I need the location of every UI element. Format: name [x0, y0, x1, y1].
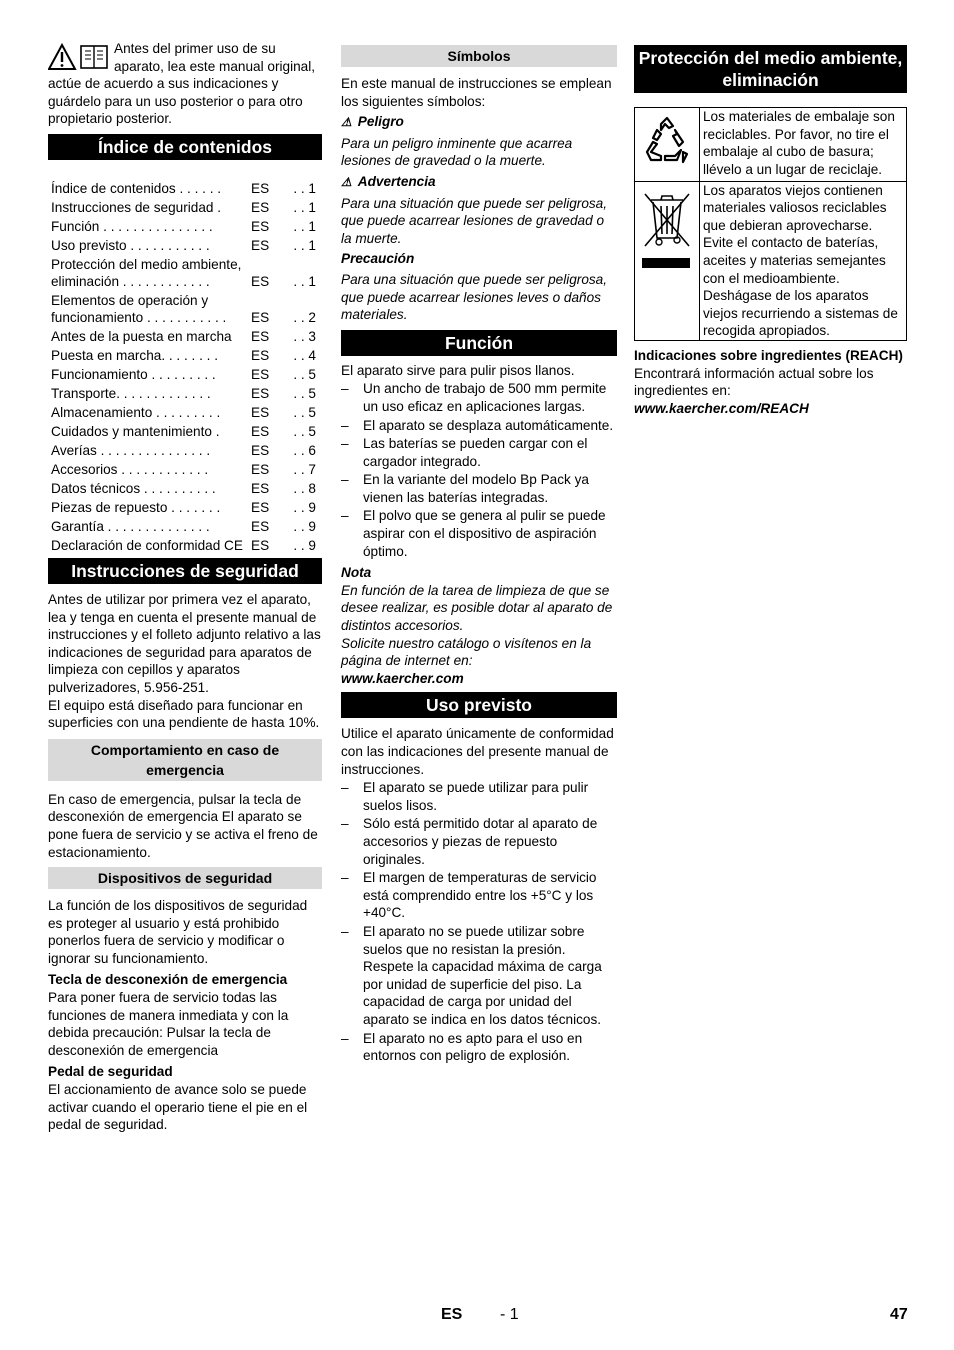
toc-entry-page: . . 5 [293, 385, 316, 401]
intended-use-heading: Uso previsto [341, 692, 617, 718]
toc-entry-page: . . 1 [293, 218, 316, 234]
pedal-text: El accionamiento de avance solo se puede activar cuando el operario tiene el pie en el pedal de seguridad. [48, 1082, 308, 1133]
emergency-heading: Comportamiento en caso de emergencia [48, 739, 322, 781]
column-right [634, 45, 907, 417]
column-left [48, 40, 322, 1134]
toc-entry-page: . . 5 [293, 366, 316, 382]
toc-entry-page: . . 6 [293, 442, 316, 458]
toc-entry-lang: ES [251, 237, 270, 253]
toc-entry-lang: ES [251, 499, 270, 515]
toc-entry-label: Elementos de operación y funcionamiento . . . . . . . . . . . [51, 292, 227, 325]
warning-label: ⚠ Advertencia [341, 173, 436, 189]
safety-paragraph-2: El equipo está diseñado para funcionar en superficies con una pendiente de hasta 10%. [48, 697, 320, 731]
list-item: – El aparato se puede utilizar para pulir suelos lisos. [341, 779, 617, 814]
note-text-1: En función de la tarea de limpieza de que se desee realizar, es posible dotar al aparato de distintos accesorios. [341, 582, 613, 634]
toc-entry-page: . . 7 [293, 461, 316, 477]
toc-entry-lang: ES [251, 537, 270, 553]
function-intro: El aparato sirve para pulir pisos llanos. [341, 362, 575, 378]
toc-row[interactable] [48, 328, 322, 347]
toc-entry-lang: ES [251, 199, 270, 215]
weee-icon-cell [635, 181, 700, 340]
toc-entry-page: . . 9 [293, 537, 316, 553]
warning-text: Para una situación que puede ser peligrosa, que puede acarrear lesiones de gravedad o la muerte. [341, 195, 608, 246]
toc-entry-page: . . 3 [293, 328, 316, 344]
symbols-heading: Símbolos [341, 45, 617, 67]
toc-row[interactable] [48, 461, 322, 480]
toc-row[interactable] [48, 442, 322, 461]
toc-entry-label: Almacenamiento . . . . . . . . . [51, 404, 221, 420]
safety-heading: Instrucciones de seguridad [48, 558, 322, 584]
toc-row[interactable] [48, 423, 322, 442]
toc-entry-lang: ES [251, 518, 270, 534]
caution-text: Para una situación que puede ser peligrosa, que puede acarrear lesiones leves o daños materiales. [341, 271, 608, 323]
toc-entry-label: Averías . . . . . . . . . . . . . . . [51, 442, 211, 458]
estop-text: Para poner fuera de servicio todas las funciones de manera inmediata y con la debida precaución: Pulsar la tecla de desconexión de emergencia [48, 990, 289, 1058]
toc-entry-label: Puesta en marcha. . . . . . . . [51, 347, 218, 363]
environment-heading: Protección del medio ambiente, eliminación [634, 45, 907, 93]
footer-page-number: 47 [890, 1306, 908, 1323]
intended-use-list [341, 779, 617, 1065]
toc-entry-page: . . 1 [293, 199, 316, 215]
intro-text: Antes del primer uso de su aparato, lea este manual original, actúe de acuerdo a sus indicaciones y guárdelo para un uso posterior o para otro propietario posterior. [48, 41, 316, 127]
function-list [341, 380, 617, 560]
toc-row[interactable] [48, 347, 322, 366]
list-item: – El aparato se desplaza automáticamente. [341, 417, 617, 435]
toc-entry-page: . . 5 [293, 404, 316, 420]
warning-triangle-icon: ⚠ [341, 115, 352, 130]
list-item: – Las baterías se pueden cargar con el cargador integrado. [341, 435, 617, 470]
list-item: – El aparato no se puede utilizar sobre suelos que no resistan la presión. Respete la capacidad máxima de carga por unidad de superficie del piso. La capacidad de carga por unidad del aparato se indica en los datos técnicos. [341, 923, 617, 1029]
toc-entry-lang: ES [251, 180, 270, 196]
toc-entry-lang: ES [251, 385, 270, 401]
toc-entry-label: Garantía . . . . . . . . . . . . . . [51, 518, 210, 534]
toc-entry-label: Protección del medio ambiente, eliminación . . . . . . . . . . . . [51, 256, 242, 289]
toc-entry-lang: ES [251, 480, 270, 496]
pedal-heading: Pedal de seguridad [48, 1064, 173, 1080]
intro-block [48, 40, 322, 128]
toc-entry-lang: ES [251, 218, 270, 234]
devices-heading: Dispositivos de seguridad [48, 867, 322, 889]
estop-heading: Tecla de desconexión de emergencia [48, 972, 288, 988]
toc-entry-label: Declaración de conformidad CE [51, 537, 243, 553]
crossed-bin-icon [639, 186, 695, 274]
toc-row[interactable] [48, 199, 322, 218]
toc-row[interactable] [48, 385, 322, 404]
toc-entry-lang: ES [251, 328, 270, 344]
recycle-icon [639, 112, 695, 172]
toc-row[interactable] [48, 480, 322, 499]
toc-entry-label: Accesorios . . . . . . . . . . . . [51, 461, 209, 477]
toc-entry-label: Uso previsto . . . . . . . . . . . [51, 237, 210, 253]
toc-entry-lang: ES [251, 423, 270, 439]
toc-entry-page: . . 2 [293, 309, 316, 325]
column-middle [341, 45, 617, 1065]
list-item: – El polvo que se genera al pulir se puede aspirar con el dispositivo de aspiración óptimo. [341, 507, 617, 560]
symbols-intro: En este manual de instrucciones se emplean los siguientes símbolos: [341, 76, 612, 109]
danger-label: ⚠ Peligro [341, 114, 404, 130]
toc-entry-lang: ES [251, 347, 270, 363]
recycle-text: Los materiales de embalaje son reciclables. Por favor, no tire el embalaje al cubo de basura; llévelo a un lugar de reciclaje. [700, 108, 907, 182]
toc-row[interactable] [48, 218, 322, 237]
toc-entry-page: . . 8 [293, 480, 316, 496]
toc-row[interactable] [48, 256, 322, 292]
emergency-text: En caso de emergencia, pulsar la tecla de desconexión de emergencia El aparato se pone fuera de servicio y se activa el freno de estacionamiento. [48, 791, 318, 860]
toc-row[interactable] [48, 537, 322, 556]
toc-entry-page: . . 1 [293, 273, 316, 289]
toc-table [48, 180, 322, 556]
note-text-2: Solicite nuestro catálogo o visítenos en la página de internet en: [341, 635, 592, 669]
toc-row[interactable] [48, 518, 322, 537]
recycle-icon-cell [635, 108, 700, 182]
reach-text: Encontrará información actual sobre los ingredientes en: [634, 365, 874, 399]
danger-text: Para un peligro inminente que acarrea lesiones de gravedad o la muerte. [341, 135, 573, 169]
warning-triangle-icon: ⚠ [341, 174, 352, 189]
safety-paragraph-1: Antes de utilizar por primera vez el aparato, lea y tenga en cuenta el presente manual de instrucciones y el folleto adjunto relativo a las indicaciones de seguridad para aparatos de limpieza con cepillos y aparatos pulverizadores, 5.956-251. [48, 591, 321, 695]
toc-entry-lang: ES [251, 309, 270, 325]
toc-entry-lang: ES [251, 461, 270, 477]
toc-entry-label: Funcionamiento . . . . . . . . . [51, 366, 216, 382]
toc-entry-page: . . 9 [293, 518, 316, 534]
toc-row[interactable] [48, 366, 322, 385]
toc-entry-page: . . 9 [293, 499, 316, 515]
toc-row[interactable] [48, 499, 322, 518]
devices-text: La función de los dispositivos de seguridad es proteger al usuario y está prohibido ponerlos fuera de servicio y modificar o ignorar su funcionamiento. [48, 898, 308, 966]
warning-manual-icons [48, 43, 110, 73]
toc-entry-label: Transporte. . . . . . . . . . . . . [51, 385, 211, 401]
toc-row[interactable] [48, 237, 322, 256]
list-item: – El margen de temperaturas de servicio está comprendido entre los +5°C y los +40°C. [341, 869, 617, 922]
toc-entry-label: Datos técnicos . . . . . . . . . . [51, 480, 216, 496]
toc-entry-lang: ES [251, 273, 270, 289]
list-item: – Sólo está permitido dotar al aparato de accesorios y piezas de repuesto originales. [341, 815, 617, 868]
list-item: – El aparato no es apto para el uso en entornos con peligro de explosión. [341, 1030, 617, 1065]
function-heading: Función [341, 330, 617, 356]
reach-heading: Indicaciones sobre ingredientes (REACH) [634, 347, 903, 363]
caution-label: Precaución [341, 251, 415, 267]
footer-section: - 1 [500, 1306, 519, 1323]
toc-entry-label: Instrucciones de seguridad . [51, 199, 222, 215]
reach-url: www.kaercher.com/REACH [634, 400, 809, 416]
environment-table [634, 107, 907, 341]
toc-entry-lang: ES [251, 442, 270, 458]
toc-entry-label: Función . . . . . . . . . . . . . . . [51, 218, 213, 234]
toc-row[interactable] [48, 180, 322, 199]
toc-entry-page: . . 5 [293, 423, 316, 439]
footer-language: ES [441, 1306, 463, 1323]
toc-entry-label: Cuidados y mantenimiento . [51, 423, 220, 439]
toc-entry-label: Piezas de repuesto . . . . . . . [51, 499, 221, 515]
toc-entry-lang: ES [251, 404, 270, 420]
toc-entry-lang: ES [251, 366, 270, 382]
toc-entry-page: . . 1 [293, 180, 316, 196]
note-url: www.kaercher.com [341, 670, 464, 686]
note-label: Nota [341, 565, 372, 581]
toc-entry-page: . . 1 [293, 237, 316, 253]
list-item: – Un ancho de trabajo de 500 mm permite un uso eficaz en aplicaciones largas. [341, 380, 617, 415]
toc-entry-label: Antes de la puesta en marcha [51, 328, 232, 344]
toc-row[interactable] [48, 292, 322, 328]
toc-entry-label: Índice de contenidos . . . . . . [51, 180, 222, 196]
toc-heading: Índice de contenidos [48, 134, 322, 160]
toc-entry-page: . . 4 [293, 347, 316, 363]
list-item: – En la variante del modelo Bp Pack ya vienen las baterías integradas. [341, 471, 617, 506]
intended-use-intro: Utilice el aparato únicamente de conformidad con las indicaciones del presente manual de instrucciones. [341, 726, 614, 777]
toc-row[interactable] [48, 404, 322, 423]
weee-text: Los aparatos viejos contienen materiales valiosos reciclables que debieran aprovecharse. Evite el contacto de baterías, aceites y materias semejantes con el medioambiente. Deshágase de los aparatos viejos recurriendo a sistemas de recogida apropiados. [700, 181, 907, 340]
